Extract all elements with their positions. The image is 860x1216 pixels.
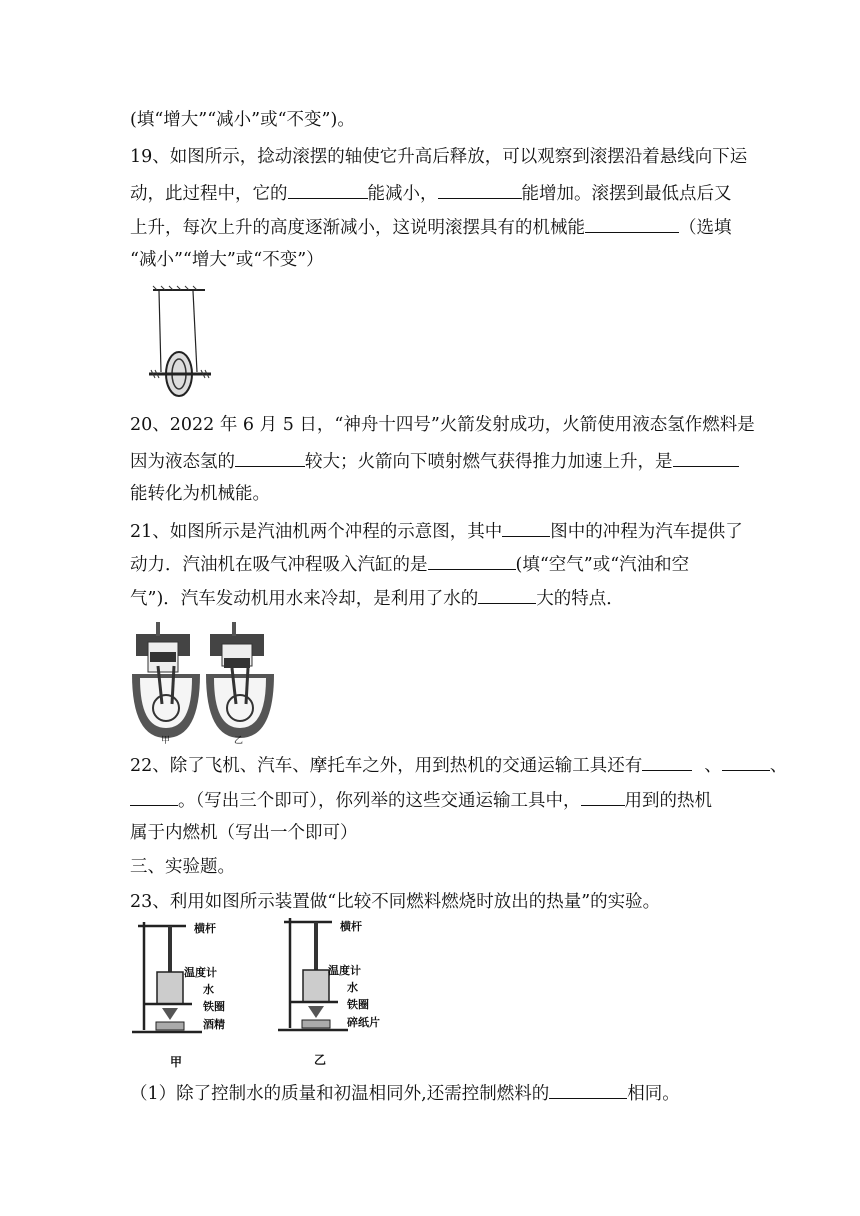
- label-thermometer: 温度计: [184, 966, 217, 979]
- engine-left-label: 甲: [161, 736, 171, 746]
- figure-caption-left: 甲: [170, 1055, 183, 1069]
- answer-blank[interactable]: [130, 787, 178, 806]
- label-fuel: 碎纸片: [347, 1016, 380, 1029]
- experiment-apparatus-left: [132, 918, 250, 1053]
- label-iron-ring: 铁圈: [347, 998, 369, 1011]
- figure-caption-right: 乙: [314, 1053, 327, 1067]
- q19-line-3: [130, 214, 732, 240]
- label-iron-ring: 铁圈: [203, 1000, 225, 1013]
- answer-blank[interactable]: [502, 518, 550, 537]
- answer-blank[interactable]: [585, 214, 679, 233]
- rolling-pendulum-figure: [145, 282, 220, 400]
- text: 、: [769, 756, 788, 776]
- text: 较大；火箭向下喷射燃气获得推力加速上升，是: [305, 452, 673, 472]
- gasoline-engine-strokes-figure: [128, 618, 288, 746]
- text: 动，此过程中，它的: [130, 184, 288, 204]
- text: 21、如图所示是汽油机两个冲程的示意图，其中: [130, 522, 503, 542]
- text: 能增加。滚摆到最低点后又: [521, 184, 732, 204]
- text: 能减小，: [367, 184, 438, 204]
- text: (填“空气”或“汽油和空: [515, 555, 690, 575]
- answer-blank[interactable]: [438, 180, 522, 199]
- q23-line-1: [130, 890, 660, 914]
- text: 、: [704, 756, 722, 776]
- label-fuel: 酒精: [203, 1018, 225, 1031]
- text: （1）除了控制水的质量和初温相同外,还需控制燃料的: [130, 1084, 550, 1104]
- text: 大的特点．: [536, 589, 624, 609]
- q20-line-3: [130, 482, 270, 506]
- section-heading: [130, 855, 235, 879]
- answer-blank[interactable]: [235, 448, 305, 467]
- text: 用到的热机: [624, 791, 712, 811]
- label-crossbar: 横杆: [194, 922, 216, 935]
- answer-blank[interactable]: [549, 1080, 627, 1099]
- text: 能转化为机械能。: [130, 484, 270, 504]
- text: (填“增大”“减小”或“不变”)。: [130, 110, 355, 130]
- label-water: 水: [203, 983, 214, 996]
- q20-line-2: [130, 448, 739, 474]
- text: （选填: [679, 218, 732, 238]
- q20-line-1: [130, 413, 755, 437]
- text: 19、如图所示，捻动滚摆的轴使它升高后释放，可以观察到滚摆沿着悬线向下运: [130, 147, 748, 167]
- q21-line-3: [130, 585, 624, 611]
- q21-line-1: [130, 518, 743, 544]
- q19-line-1: [130, 145, 747, 169]
- text: 属于内燃机（写出一个即可）: [130, 823, 358, 843]
- text: 20、2022 年 6 月 5 日，“神舟十四号”火箭发射成功，火箭使用液态氢作燃料是: [130, 415, 755, 435]
- q19-line-2: [130, 180, 732, 206]
- engine-right: [206, 622, 274, 738]
- text: “减小”“增大”或“不变”）: [130, 250, 324, 270]
- label-thermometer: 温度计: [328, 964, 361, 977]
- text: 23、利用如图所示装置做“比较不同燃料燃烧时放出的热量”的实验。: [130, 892, 661, 912]
- answer-blank[interactable]: [581, 787, 625, 806]
- q19-line-4: [130, 248, 324, 272]
- text: 上升，每次上升的高度逐渐减小，这说明滚摆具有的机械能: [130, 218, 585, 238]
- text-line: [130, 108, 355, 132]
- text: 图中的冲程为汽车提供了: [550, 522, 743, 542]
- text: 气”)．汽车发动机用水来冷却，是利用了水的: [130, 589, 479, 609]
- text: 因为液态氢的: [130, 452, 235, 472]
- engine-left: [132, 622, 200, 738]
- text: 动力．汽油机在吸气冲程吸入汽缸的是: [130, 555, 428, 575]
- q23-sub1-line: [130, 1080, 680, 1106]
- text: 。（写出三个即可），你列举的这些交通运输工具中，: [178, 791, 581, 811]
- engine-right-label: 乙: [234, 736, 244, 746]
- label-water: 水: [347, 981, 358, 994]
- answer-blank[interactable]: [642, 752, 692, 771]
- text: 相同。: [627, 1084, 680, 1104]
- q22-line-1: [130, 752, 787, 778]
- label-crossbar: 横杆: [340, 920, 362, 933]
- text: 22、除了飞机、汽车、摩托车之外，用到热机的交通运输工具还有: [130, 756, 643, 776]
- q21-line-2: [130, 551, 689, 577]
- answer-blank[interactable]: [673, 448, 739, 467]
- answer-blank[interactable]: [428, 551, 516, 570]
- answer-blank[interactable]: [288, 180, 368, 199]
- answer-blank[interactable]: [478, 585, 536, 604]
- q22-line-3: [130, 821, 358, 845]
- text: 三、实验题。: [130, 857, 235, 877]
- answer-blank[interactable]: [722, 752, 770, 771]
- q22-line-2: [130, 787, 712, 813]
